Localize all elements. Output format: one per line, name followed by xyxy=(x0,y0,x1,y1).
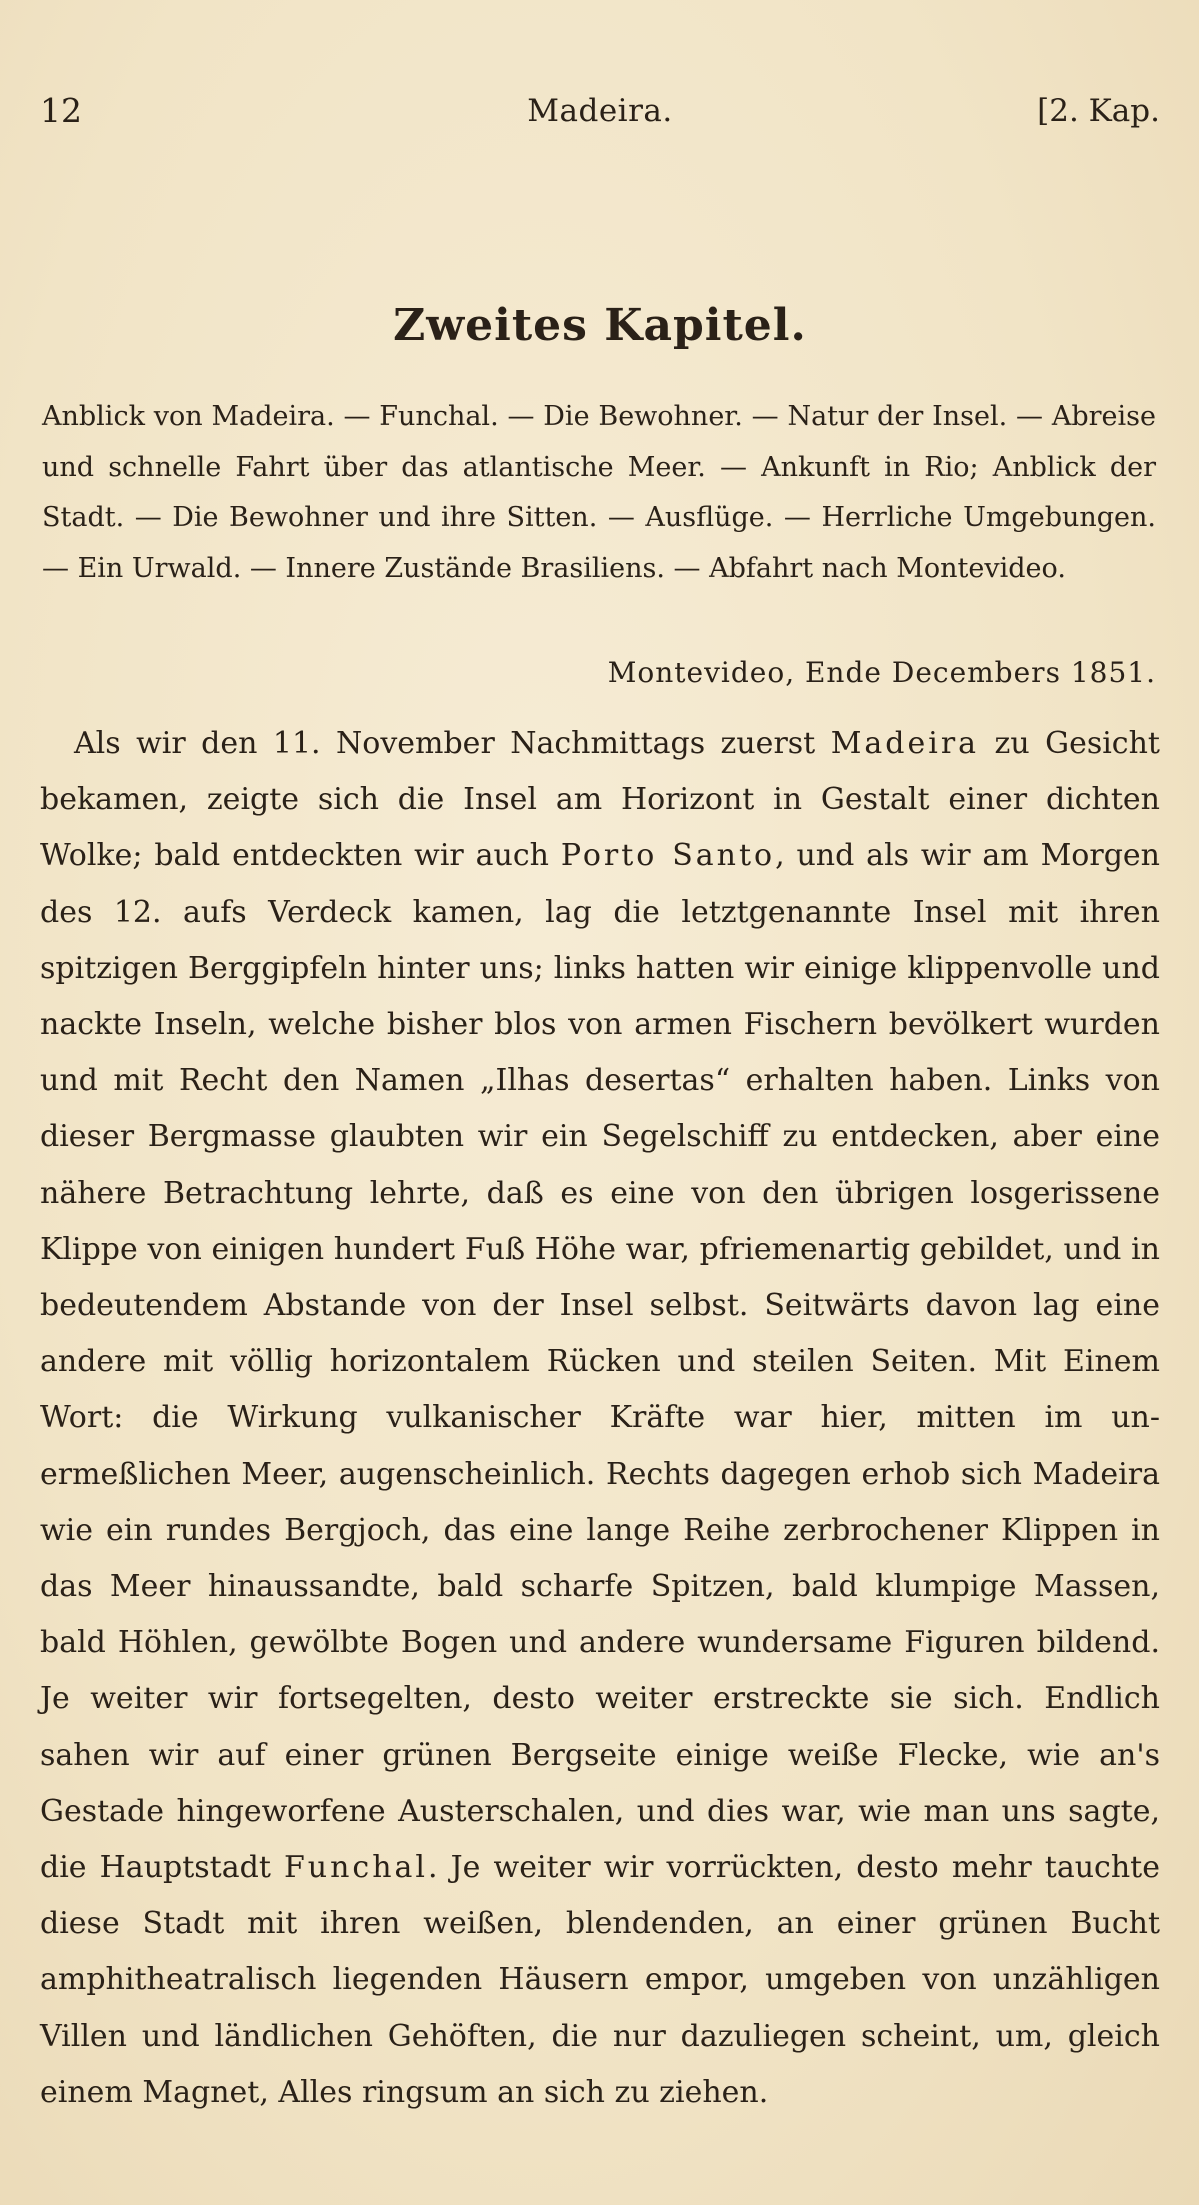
running-chapter: [2. Kap. xyxy=(1037,93,1160,129)
chapter-title: Zweites Kapitel. xyxy=(393,300,807,351)
place-name-funchal: Funchal xyxy=(283,1850,429,1886)
body-paragraph xyxy=(40,716,1160,2121)
running-title: Madeira. xyxy=(527,93,673,129)
body-text-part: . Je weiter wir vorrückten, desto mehr tauchte diese Stadt mit ihren weißen, blendenden, an einer grünen Bucht amphitheatralisch liegenden Häusern empor, umgeben von unzähligen Villen und ländlichen Gehöften, die nur dazuliegen scheint, um, gleich einem Magnet, Alles ringsum an sich zu ziehen. xyxy=(40,1850,1160,2110)
chapter-summary: Anblick von Madeira. — Funchal. — Die Bewohner. — Natur der Insel. — Abreise und schnelle Fahrt über das atlantische Meer. — Ankunft in Rio; Anblick der Stadt. — Die Bewohner und ihre Sitten. — Ausflüge. — Herrliche Umgebungen. — Ein Urwald. — Innere Zustände Brasiliens. — Abfahrt nach Montevideo. xyxy=(42,401,1156,584)
place-name-madeira: Madeira xyxy=(830,726,980,761)
body-text-part: , und als wir am Morgen des 12. aufs Verdeck kamen, lag die letztgenannte Insel mit ihren spitzigen Berggipfeln hinter uns; links hatten wir einige klippenvolle und nackte Inseln, welche bisher blos von armen Fischern bevölkert wurden und mit Recht den Namen „Ilhas desertas“ erhalten haben. Links von dieser Bergmasse glaubten wir ein Segelschiff zu entdecken, aber eine nähere Betrachtung lehrte, daß es eine von den übrigen losgerissene Klippe von einigen hundert Fuß Höhe war, pfriemenartig gebildet, und in bedeutendem Abstande von der Insel selbst. Seitwärts davon lag eine andere mit völlig horizontalem Rücken und steilen Seiten. Mit Einem Wort: die Wirkung vulkanischer Kräfte war hier, mitten im unermeßlichen Meer, augenscheinlich. Rechts dagegen erhob sich Madeira wie ein rundes Bergjoch, das eine lange Reihe zerbrochener Klippen in das Meer hinaussandte, bald scharfe Spitzen, bald klumpige Massen, bald Höhlen, gewölbte Bogen und andere wundersame Figuren bildend. Je weiter wir fortsegelten, desto weiter erstreckte sie sich. Endlich sahen wir auf einer grünen Bergseite einige weiße Flecke, wie an's Gestade hingeworfene Austerschalen, und dies war, wie man uns sagte, die Hauptstadt xyxy=(40,838,1160,1886)
page-number: 12 xyxy=(40,91,82,130)
dateline: Montevideo, Ende Decembers 1851. xyxy=(607,656,1156,689)
place-name-porto-santo: Porto Santo xyxy=(560,838,776,874)
running-head xyxy=(40,86,1160,136)
book-page xyxy=(40,0,1160,2205)
body-text-part: zu Gesicht bekamen, zeigte sich die Insel am Horizont in Gestalt einer dichten Wolke; bald entdeckten wir auch xyxy=(40,726,1160,874)
body-text-part: Als wir den 11. November Nachmittags zuerst xyxy=(74,726,816,761)
